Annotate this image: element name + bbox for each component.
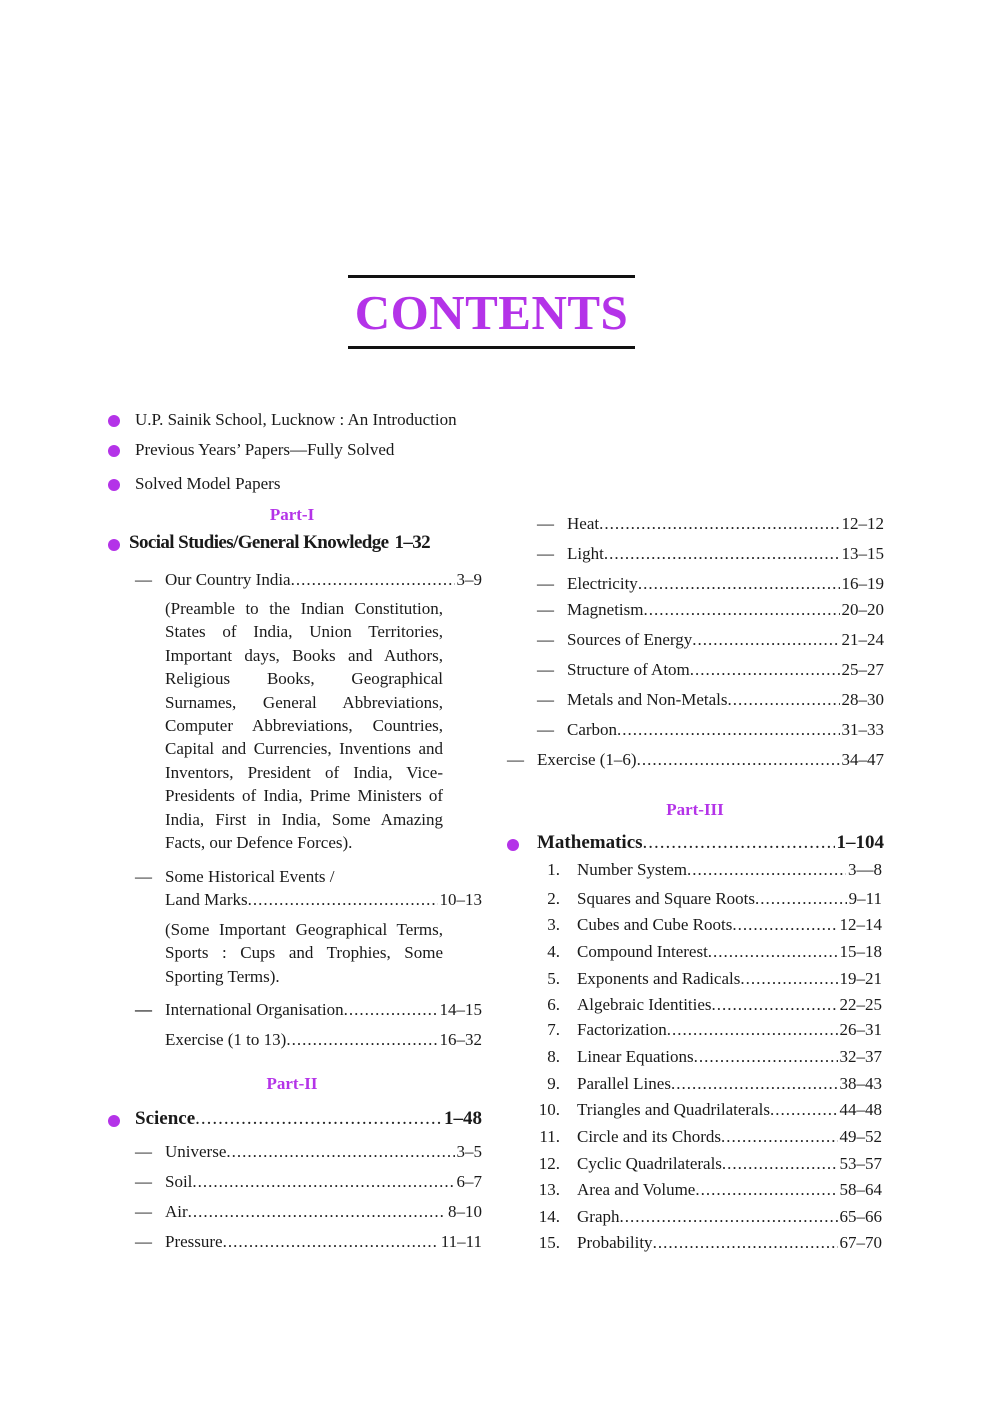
entry-title: Squares and Square Roots <box>577 889 756 908</box>
page-title: CONTENTS <box>354 285 629 340</box>
toc-entry <box>577 914 882 936</box>
entry-title: Parallel Lines <box>577 1074 671 1093</box>
entry-pages: 11–11 <box>440 1232 482 1251</box>
toc-entry <box>577 888 882 910</box>
toc-entry <box>577 1179 882 1201</box>
intro-item: U.P. Sainik School, Lucknow : An Introduction <box>135 410 457 429</box>
entry-pages: 3–5 <box>456 1142 482 1161</box>
entry-title: Exponents and Radicals <box>577 969 741 988</box>
entry-title: Electricity <box>567 574 638 593</box>
bullet-icon <box>108 479 120 491</box>
part-label: Part-I <box>269 505 315 524</box>
entry-number: 15. <box>538 1233 560 1252</box>
entry-note: (Preamble to the Indian Constitution, States of India, Union Territories, Important days, Books and Authors, Religious Books, Geographical Surnames, General Abbreviations, Computer Abbreviations, Countries, Capital and Currencies, Inventions and Inventors, President of India, Vice-Presidents of India, Prime Ministers of India, First in India, Some Amazing Facts, our Defence Forces). <box>165 599 443 853</box>
entry-number: 9. <box>547 1074 560 1093</box>
toc-entry <box>567 719 884 741</box>
entry-title: Exercise (1 to 13) <box>165 1030 287 1049</box>
entry-title: Light <box>567 544 604 563</box>
entry-pages: 16–32 <box>439 1030 482 1049</box>
entry-pages: 58–64 <box>839 1180 882 1199</box>
dash-icon: — <box>537 660 554 679</box>
entry-pages: 16–19 <box>841 574 884 593</box>
entry-pages: 49–52 <box>839 1127 882 1146</box>
entry-title: Area and Volume <box>577 1180 696 1199</box>
entry-title: Circle and its Chords <box>577 1127 722 1146</box>
toc-entry <box>165 889 482 911</box>
entry-pages: 19–21 <box>839 969 882 988</box>
dash-icon: — <box>537 630 554 649</box>
intro-item: Previous Years’ Papers—Fully Solved <box>135 440 395 459</box>
entry-title: International Organisation <box>165 1000 344 1019</box>
entry-number: 10. <box>538 1100 560 1119</box>
toc-entry <box>577 1232 882 1254</box>
dash-icon: — <box>135 570 152 589</box>
toc-entry <box>567 573 884 595</box>
entry-title: Probability <box>577 1233 653 1252</box>
toc-entry <box>567 543 884 565</box>
entry-pages: 65–66 <box>839 1207 882 1226</box>
dash-icon: — <box>135 1232 152 1251</box>
dash-icon: — <box>135 1000 152 1019</box>
entry-pages: 67–70 <box>839 1233 882 1252</box>
entry-pages: 3–9 <box>456 570 482 589</box>
entry-title: Our Country India <box>165 570 291 589</box>
entry-title: Metals and Non-Metals <box>567 690 728 709</box>
dash-icon: — <box>507 750 524 769</box>
entry-pages: 31–33 <box>841 720 884 739</box>
bullet-icon <box>108 445 120 457</box>
toc-entry <box>577 859 882 881</box>
dash-icon: — <box>537 544 554 563</box>
entry-title: Linear Equations <box>577 1047 694 1066</box>
section-title: Social Studies/General Knowledge <box>129 532 389 553</box>
toc-entry <box>577 1206 882 1228</box>
toc-entry <box>567 513 884 535</box>
toc-entry <box>577 941 882 963</box>
entry-pages: 10–13 <box>439 890 482 909</box>
toc-entry <box>165 569 482 591</box>
entry-pages: 26–31 <box>839 1020 882 1039</box>
entry-pages: 38–43 <box>839 1074 882 1093</box>
toc-entry <box>165 1201 482 1223</box>
entry-title: Magnetism <box>567 600 644 619</box>
entry-pages: 9–11 <box>848 889 882 908</box>
entry-title: Universe <box>165 1142 227 1161</box>
entry-pages: 12–14 <box>839 915 882 934</box>
entry-title: Graph <box>577 1207 620 1226</box>
section-pages: 1–48 <box>444 1108 482 1129</box>
intro-item: Solved Model Papers <box>135 474 281 493</box>
entry-number: 7. <box>547 1020 560 1039</box>
toc-entry <box>567 659 884 681</box>
toc-entry <box>165 999 482 1021</box>
entry-pages: 28–30 <box>841 690 884 709</box>
part-label: Part-II <box>266 1074 318 1093</box>
entry-title: Carbon <box>567 720 618 739</box>
entry-title: Compound Interest <box>577 942 708 961</box>
entry-title: Soil <box>165 1172 193 1191</box>
entry-title: Pressure <box>165 1232 223 1251</box>
dash-icon: — <box>135 867 152 886</box>
toc-entry <box>567 629 884 651</box>
toc-entry <box>577 1126 882 1148</box>
dash-icon: — <box>135 1142 152 1161</box>
entry-number: 14. <box>538 1207 560 1226</box>
bullet-icon <box>507 839 519 851</box>
dash-icon: — <box>135 1172 152 1191</box>
entry-number: 3. <box>547 915 560 934</box>
entry-title: Structure of Atom <box>567 660 690 679</box>
entry-pages: 44–48 <box>839 1100 882 1119</box>
section-heading <box>537 832 884 854</box>
entry-title: Algebraic Identities <box>577 995 712 1014</box>
entry-pages: 32–37 <box>839 1047 882 1066</box>
bullet-icon <box>108 1115 120 1127</box>
entry-pages: 25–27 <box>841 660 884 679</box>
entry-pages: 15–18 <box>839 942 882 961</box>
section-heading <box>129 532 482 554</box>
entry-number: 8. <box>547 1047 560 1066</box>
section-title: Mathematics <box>537 832 643 853</box>
section-pages: 1–32 <box>394 532 431 553</box>
bullet-icon <box>108 415 120 427</box>
entry-title: Heat <box>567 514 600 533</box>
toc-entry <box>165 1029 482 1051</box>
toc-entry <box>165 1141 482 1163</box>
title-rule-top <box>348 275 635 278</box>
toc-entry <box>577 968 882 990</box>
entry-number: 5. <box>547 969 560 988</box>
toc-entry <box>165 1231 482 1253</box>
toc-entry <box>567 599 884 621</box>
toc-entry <box>577 1073 882 1095</box>
dash-icon: — <box>537 514 554 533</box>
entry-pages: 6–7 <box>456 1172 482 1191</box>
entry-number: 12. <box>538 1154 560 1173</box>
entry-title: Cubes and Cube Roots <box>577 915 733 934</box>
dash-icon: — <box>537 720 554 739</box>
entry-title: Factorization <box>577 1020 667 1039</box>
entry-pages: 13–15 <box>841 544 884 563</box>
entry-title: Number System <box>577 860 688 879</box>
entry-pages: 12–12 <box>841 514 884 533</box>
section-title: Science <box>135 1108 196 1129</box>
part-label: Part-III <box>666 800 724 819</box>
section-pages: 1–104 <box>836 832 884 853</box>
entry-pages: 8–10 <box>448 1202 482 1221</box>
entry-pages: 53–57 <box>839 1154 882 1173</box>
entry-number: 4. <box>547 942 560 961</box>
entry-pages: 20–20 <box>841 600 884 619</box>
toc-entry <box>577 1019 882 1041</box>
toc-entry <box>577 1153 882 1175</box>
bullet-icon <box>108 539 120 551</box>
dash-icon: — <box>537 600 554 619</box>
entry-title: Cyclic Quadrilaterals <box>577 1154 722 1173</box>
entry-number: 6. <box>547 995 560 1014</box>
entry-note: (Some Important Geographical Terms, Sports : Cups and Trophies, Some Sporting Terms). <box>165 920 443 986</box>
entry-number: 1. <box>547 860 560 879</box>
toc-entry <box>165 1171 482 1193</box>
toc-entry <box>577 994 882 1016</box>
toc-entry <box>567 689 884 711</box>
entry-pages: 22–25 <box>839 995 882 1014</box>
section-heading <box>135 1108 482 1130</box>
entry-number: 13. <box>538 1180 560 1199</box>
toc-entry <box>537 749 884 771</box>
entry-title: Exercise (1–6) <box>537 750 637 769</box>
entry-title: Some Historical Events / <box>165 867 335 886</box>
entry-pages: 14–15 <box>439 1000 482 1019</box>
entry-title: Triangles and Quadrilaterals <box>577 1100 770 1119</box>
dash-icon: — <box>537 574 554 593</box>
entry-pages: 3—8 <box>848 860 882 879</box>
entry-title: Sources of Energy <box>567 630 693 649</box>
entry-title: Land Marks <box>165 890 248 909</box>
entry-number: 2. <box>547 889 560 908</box>
entry-number: 11. <box>539 1127 560 1146</box>
entry-pages: 34–47 <box>841 750 884 769</box>
entry-pages: 21–24 <box>841 630 884 649</box>
dash-icon: — <box>537 690 554 709</box>
dash-icon: — <box>135 1202 152 1221</box>
entry-title: Air <box>165 1202 188 1221</box>
toc-entry <box>577 1046 882 1068</box>
title-rule-bottom <box>348 346 635 349</box>
toc-entry <box>577 1099 882 1121</box>
